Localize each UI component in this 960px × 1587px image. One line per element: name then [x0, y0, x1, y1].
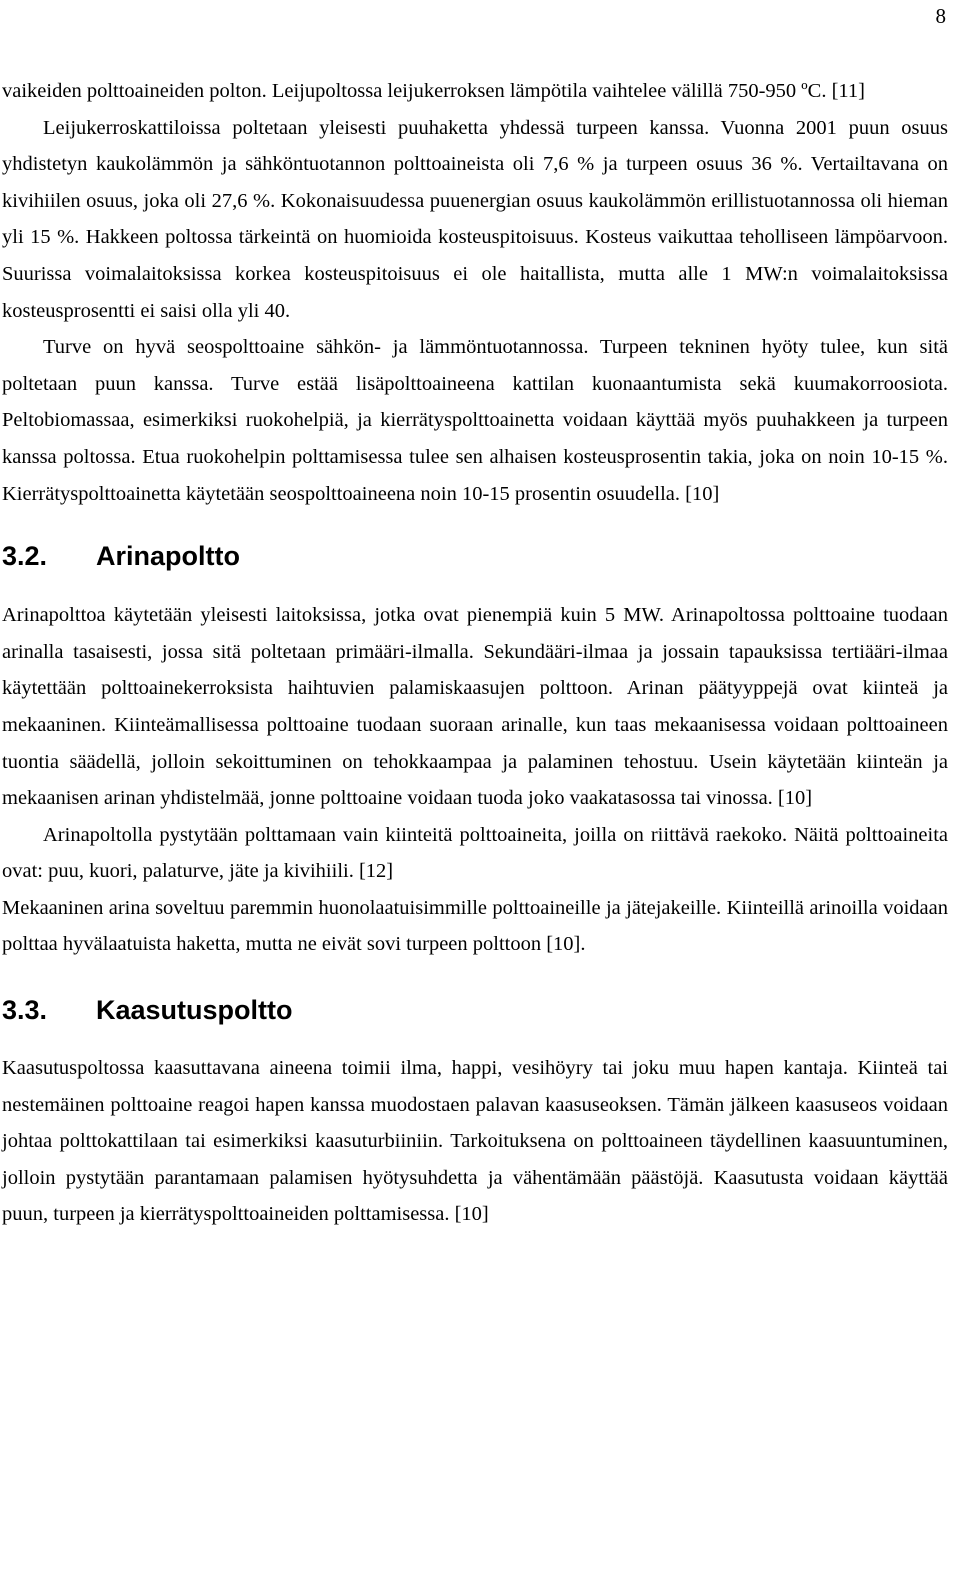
paragraph-intro-2: Leijukerroskattiloissa poltetaan yleisesti puuhaketta yhdessä turpeen kanssa. Vuonna 2001 puun osuus yhdistetyn kaukolämmön ja sähköntuotannon polttoaineista oli 7,6 % ja turpeen osuus 36 %. Vertailtavana on kivihiilen osuus, joka oli 27,6 %. Kokonaisuudessa puuenergian osuus kaukolämmön erillistuotannossa oli hieman yli 15 %. Hakkeen poltossa tärkeintä on huomioida kosteuspitoisuus. Kosteus vaikuttaa teholliseen lämpöarvoon. Suurissa voimalaitoksissa korkea kosteuspitoisuus ei ole haitallista, mutta alle 1 MW:n voimalaitoksissa kosteusprosentti ei saisi olla yli 40.	[2, 116, 948, 322]
paragraph-arinapoltto-1: Arinapolttoa käytetään yleisesti laitoksissa, jotka ovat pienempiä kuin 5 MW. Arinapoltossa polttoaine tuodaan arinalla tasaisesti, jossa sitä poltetaan primääri-ilmalla. Sekundääri-ilmaa ja jossain tapauksissa tertiääri-ilmaa käytettään polttoainekerroksista haihtuvien palamiskaasujen polttoon. Arinan päätyyppejä ovat kiinteä ja mekaaninen. Kiinteämallisessa polttoaine tuodaan suoraan arinalle, kun taas mekaanisessa voidaan polttoaineen tuontia säädellä, jolloin sekoittuminen on tehokkaampaa ja palaminen tehostuu. Usein käytetään kiinteän ja mekaanisen arinan yhdistelmää, jonne polttoaine voidaan tuoda joko vaakatasossa tai vinossa. [10]	[2, 604, 948, 810]
section-number: 3.3.	[2, 995, 48, 1026]
section-heading-3-2	[2, 538, 948, 574]
paragraph-intro-1: vaikeiden polttoaineiden polton. Leijupoltossa leijukerroksen lämpötila vaihtelee välillä 750-950 ºC. [11]	[2, 80, 865, 102]
section-title: Kaasutuspoltto	[96, 995, 293, 1026]
document-body	[2, 73, 948, 1233]
section-heading-3-3	[2, 992, 948, 1028]
page-number: 8	[935, 4, 946, 28]
paragraph-arinapoltto-2: Arinapoltolla pystytään polttamaan vain kiinteitä polttoaineita, joilla on riittävä raekoko. Näitä polttoaineita ovat: puu, kuori, palaturve, jäte ja kivihiili. [12]	[2, 823, 948, 883]
paragraph-intro-3: Turve on hyvä seospolttoaine sähkön- ja lämmöntuotannossa. Turpeen tekninen hyöty tulee, kun sitä poltetaan puun kanssa. Turve estää lisäpolttoaineena kattilan kuonaantumista sekä kuumakorroosiota. Peltobiomassaa, esimerkiksi ruokohelpiä, ja kierrätyspolttoainetta voidaan käyttää myös puuhakkeen ja turpeen kanssa poltossa. Etua ruokohelpin polttamisessa tulee sen alhaisen kosteusprosentin takia, joka on noin 10-15 %. Kierrätyspolttoainetta käytetään seospolttoaineena noin 10-15 prosentin osuudella. [10]	[2, 336, 948, 505]
paragraph-arinapoltto-3: Mekaaninen arina soveltuu paremmin huonolaatuisimmille polttoaineille ja jätejakeille. Kiinteillä arinoilla voidaan polttaa hyvälaatuista haketta, mutta ne eivät sovi turpeen polttoon [10].	[2, 896, 948, 956]
paragraph-kaasutuspoltto-1: Kaasutuspoltossa kaasuttavana aineena toimii ilma, happi, vesihöyry tai joku muu hapen kantaja. Kiinteä tai nestemäinen polttoaine reagoi hapen kanssa muodostaen palavan kaasuseoksen. Tämän jälkeen kaasuseos voidaan johtaa polttokattilaan tai esimerkiksi kaasuturbiiniin. Tarkoituksena on polttoaineen täydellinen kaasuuntuminen, jolloin pystytään parantamaan palamisen hyötysuhdetta ja vähentämään päästöjä. Kaasutusta voidaan käyttää puun, turpeen ja kierrätyspolttoaineiden polttamisessa. [10]	[2, 1057, 948, 1226]
section-number: 3.2.	[2, 541, 48, 572]
section-title: Arinapoltto	[96, 541, 240, 572]
